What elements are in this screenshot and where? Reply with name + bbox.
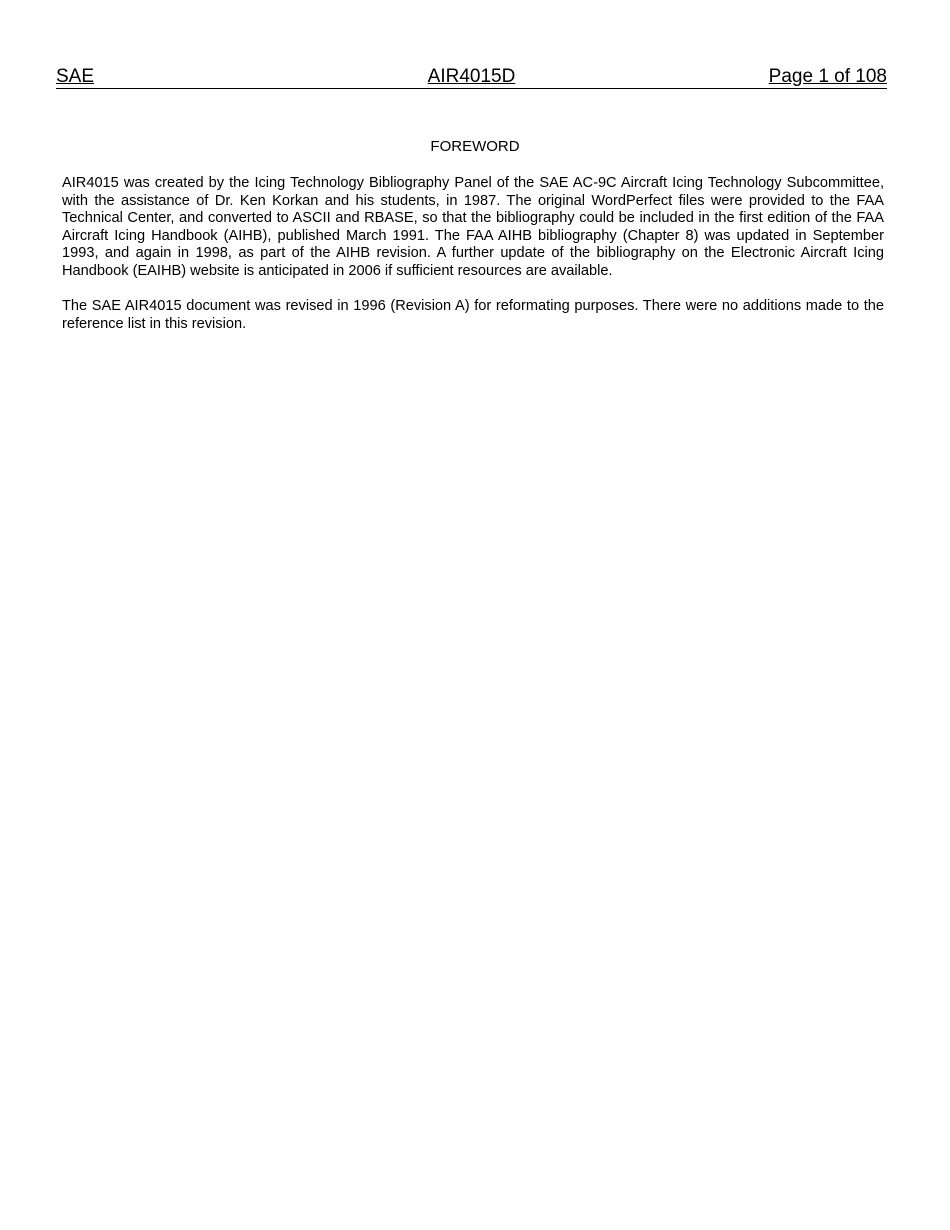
document-number: AIR4015D [427,66,516,87]
foreword-paragraph-2: The SAE AIR4015 document was revised in 1996 (Revision A) for reformating purposes. There were no additions made to the reference list in this revision. [62,298,884,332]
page-header [56,66,887,89]
organization-label: SAE [56,66,95,87]
foreword-paragraph-1: AIR4015 was created by the Icing Technology Bibliography Panel of the SAE AC-9C Aircraft Icing Technology Subcommittee, with the assistance of Dr. Ken Korkan and his students, in 1987. The original WordPerfect files were provided to the FAA Technical Center, and converted to ASCII and RBASE, so that the bibliography could be included in the first edition of the FAA Aircraft Icing Handbook (AIHB), published March 1991. The FAA AIHB bibliography (Chapter 8) was updated in September 1993, and again in 1998, as part of the AIHB revision. A further update of the bibliography on the Electronic Aircraft Icing Handbook (EAIHB) website is anticipated in 2006 if sufficient resources are available. [62,175,884,279]
section-title: FOREWORD [430,138,520,155]
page-number: Page 1 of 108 [768,66,887,87]
